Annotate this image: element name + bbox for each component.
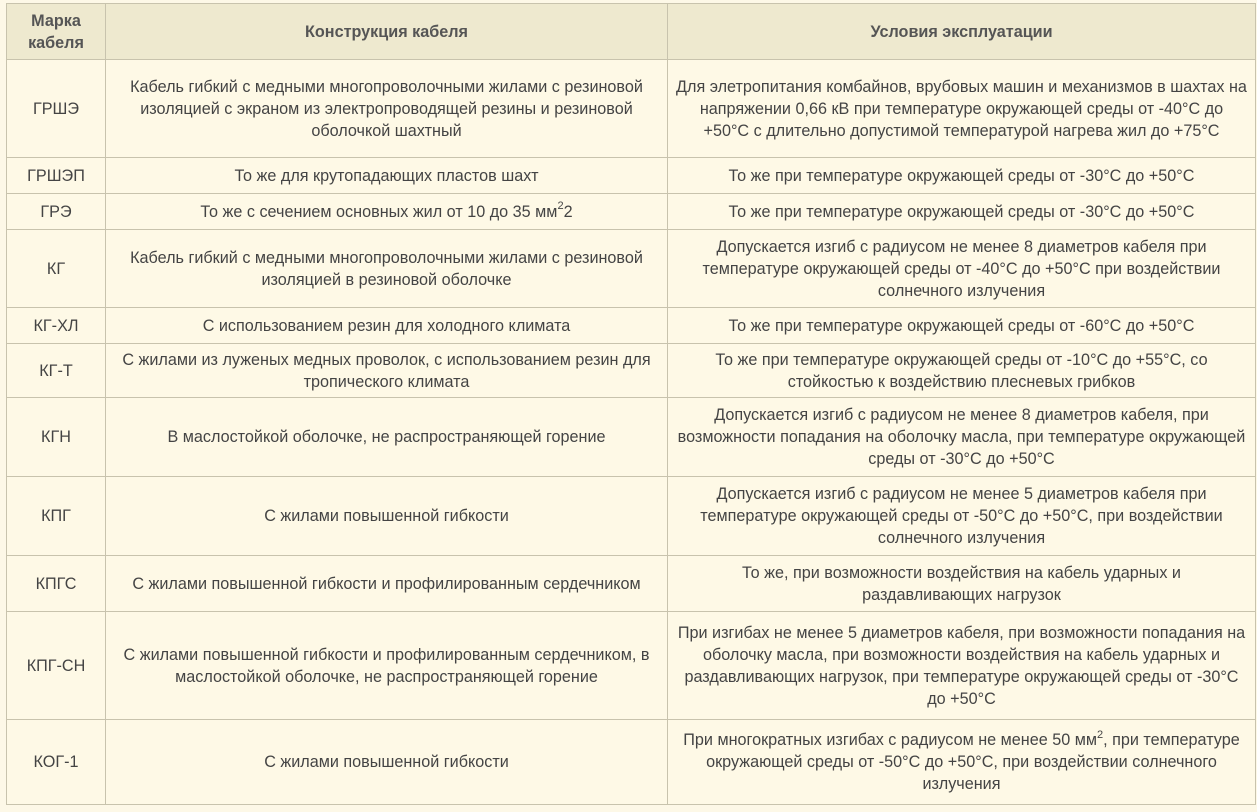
cell-brand: КГ-ХЛ [7, 308, 106, 344]
cell-construction: С жилами повышенной гибкости [106, 720, 668, 805]
cell-brand: ГРШЭ [7, 60, 106, 158]
construction-text-tail: 2 [563, 202, 573, 221]
table-row [7, 308, 1256, 344]
cell-brand: КГ [7, 230, 106, 308]
cell-construction: Кабель гибкий с медными многопроволочными жилами с резиновой изоляцией в резиновой оболочке [106, 230, 668, 308]
cell-brand: КПГС [7, 556, 106, 612]
cell-construction: Кабель гибкий с медными многопроволочными жилами с резиновой изоляцией с экраном из электропроводящей резины и резиновой оболочкой шахтный [106, 60, 668, 158]
cable-table-container [6, 3, 1256, 805]
cell-construction: С использованием резин для холодного климата [106, 308, 668, 344]
table-row [7, 60, 1256, 158]
cell-brand: КГН [7, 398, 106, 477]
header-brand: Марка кабеля [7, 4, 106, 60]
table-row [7, 398, 1256, 477]
table-row [7, 158, 1256, 194]
conditions-text: При многократных изгибах с радиусом не менее 50 мм [683, 731, 1097, 749]
cell-brand: ГРЭ [7, 194, 106, 230]
cell-conditions [668, 720, 1256, 805]
table-row [7, 612, 1256, 720]
cell-brand: КГ-Т [7, 344, 106, 398]
cable-table [6, 3, 1256, 805]
table-header-row [7, 4, 1256, 60]
header-construction: Конструкция кабеля [106, 4, 668, 60]
cell-brand: ГРШЭП [7, 158, 106, 194]
cell-brand: КОГ-1 [7, 720, 106, 805]
cell-brand: КПГ-СН [7, 612, 106, 720]
cell-conditions: То же при температуре окружающей среды от -10°С до +55°С, со стойкостью к воздействию плесневых грибков [668, 344, 1256, 398]
cell-construction: То же для крутопадающих пластов шахт [106, 158, 668, 194]
cell-construction: В маслостойкой оболочке, не распространяющей горение [106, 398, 668, 477]
cell-construction: С жилами повышенной гибкости [106, 477, 668, 556]
cell-conditions: То же при температуре окружающей среды от -60°С до +50°С [668, 308, 1256, 344]
cell-construction: С жилами повышенной гибкости и профилированным сердечником [106, 556, 668, 612]
cell-construction: С жилами повышенной гибкости и профилированным сердечником, в маслостойкой оболочке, не распространяющей горение [106, 612, 668, 720]
cell-conditions: Допускается изгиб с радиусом не менее 8 диаметров кабеля при температуре окружающей среды от -40°С до +50°С при воздействии солнечного излучения [668, 230, 1256, 308]
header-conditions: Условия эксплуатации [668, 4, 1256, 60]
cell-conditions: Допускается изгиб с радиусом не менее 8 диаметров кабеля, при возможности попадания на оболочку масла, при температуре окружающей среды от -30°С до +50°С [668, 398, 1256, 477]
superscript: 2 [1096, 728, 1104, 741]
cell-conditions: Для элетропитания комбайнов, врубовых машин и механизмов в шахтах на напряжении 0,66 кВ при температуре окружающей среды от -40°С до +50°С с длительно допустимой температурой нагрева жил до +75°С [668, 60, 1256, 158]
table-row [7, 194, 1256, 230]
table-row [7, 230, 1256, 308]
cell-conditions: Допускается изгиб с радиусом не менее 5 диаметров кабеля при температуре окружающей среды от -50°С до +50°С, при воздействии солнечного излучения [668, 477, 1256, 556]
table-row [7, 477, 1256, 556]
table-row [7, 720, 1256, 805]
cell-construction [106, 194, 668, 230]
cell-brand: КПГ [7, 477, 106, 556]
table-row [7, 344, 1256, 398]
superscript: 2 [557, 200, 564, 213]
conditions-text-tail: , при температуре окружающей среды от -50°С до +50°С, при воздействии солнечного излучения [706, 731, 1240, 793]
cell-conditions: При изгибах не менее 5 диаметров кабеля, при возможности попадания на оболочку масла, при возможности воздействия на кабель ударных и раздавливающих нагрузок, при температуре окружающей среды от -30°С до +50°С [668, 612, 1256, 720]
table-row [7, 556, 1256, 612]
cell-conditions: То же, при возможности воздействия на кабель ударных и раздавливающих нагрузок [668, 556, 1256, 612]
cell-conditions: То же при температуре окружающей среды от -30°С до +50°С [668, 158, 1256, 194]
cell-conditions: То же при температуре окружающей среды от -30°С до +50°С [668, 194, 1256, 230]
construction-text: То же с сечением основных жил от 10 до 35 мм [200, 202, 558, 221]
cell-construction: С жилами из луженых медных проволок, с использованием резин для тропического климата [106, 344, 668, 398]
